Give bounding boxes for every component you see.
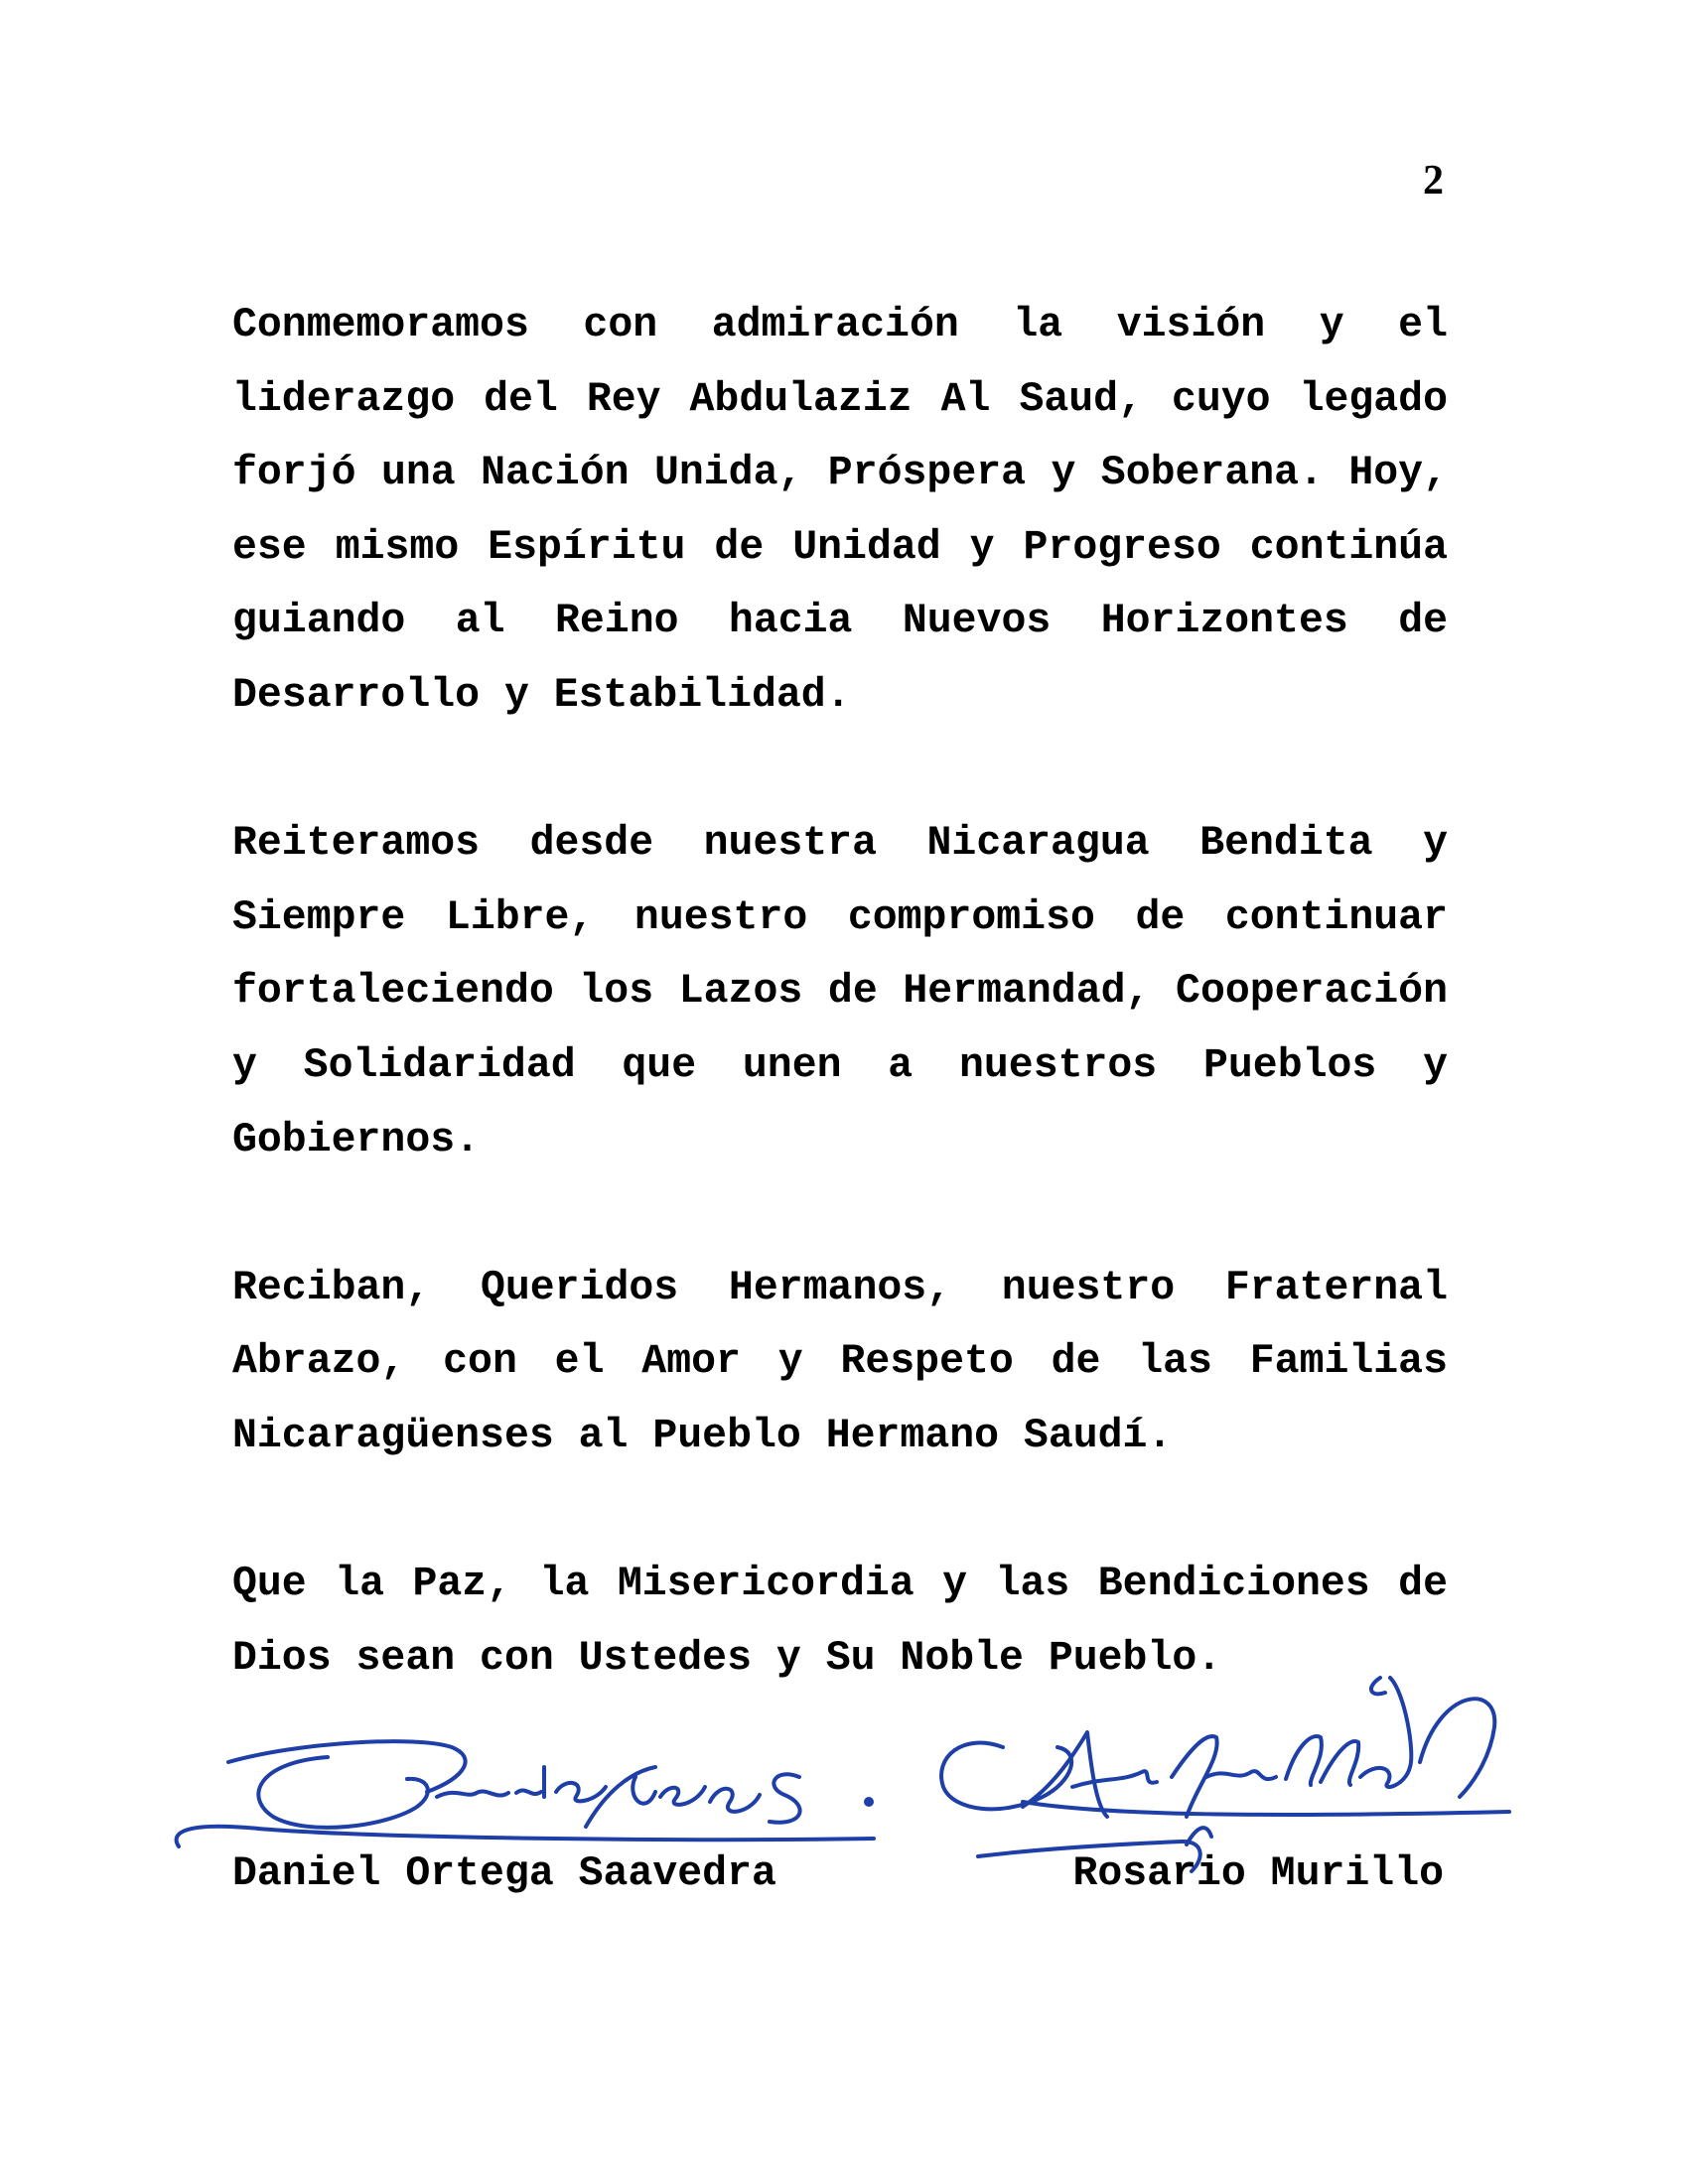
paragraph-4: Que la Paz, la Misericordia y las Bendiciones de Dios sean con Ustedes y Su Noble Pueblo. [232, 1561, 1448, 1682]
letter-body [232, 289, 1448, 1770]
paragraph-2: Reiteramos desde nuestra Nicaragua Bendita y Siempre Libre, nuestro compromiso de continuar fortaleciendo los Lazos de Hermandad, Cooperación y Solidaridad que unen a nuestros Pueblos y Gobiernos. [232, 820, 1448, 1163]
paragraph-3: Reciban, Queridos Hermanos, nuestro Fraternal Abrazo, con el Amor y Respeto de las Familias Nicaragüenses al Pueblo Hermano Saudí. [232, 1264, 1448, 1459]
signer-name-daniel-ortega: Daniel Ortega Saavedra [232, 1850, 776, 1897]
paragraph-1: Conmemoramos con admiración la visión y el liderazgo del Rey Abdulaziz Al Saud, cuyo legado forjó una Nación Unida, Próspera y Soberana. Hoy, ese mismo Espíritu de Unidad y Progreso continúa guiando al Reino hacia Nuevos Horizontes de Desarrollo y Estabilidad. [232, 302, 1448, 719]
page-number: 2 [1423, 158, 1444, 204]
signer-name-rosario-murillo: Rosario Murillo [1072, 1850, 1444, 1897]
